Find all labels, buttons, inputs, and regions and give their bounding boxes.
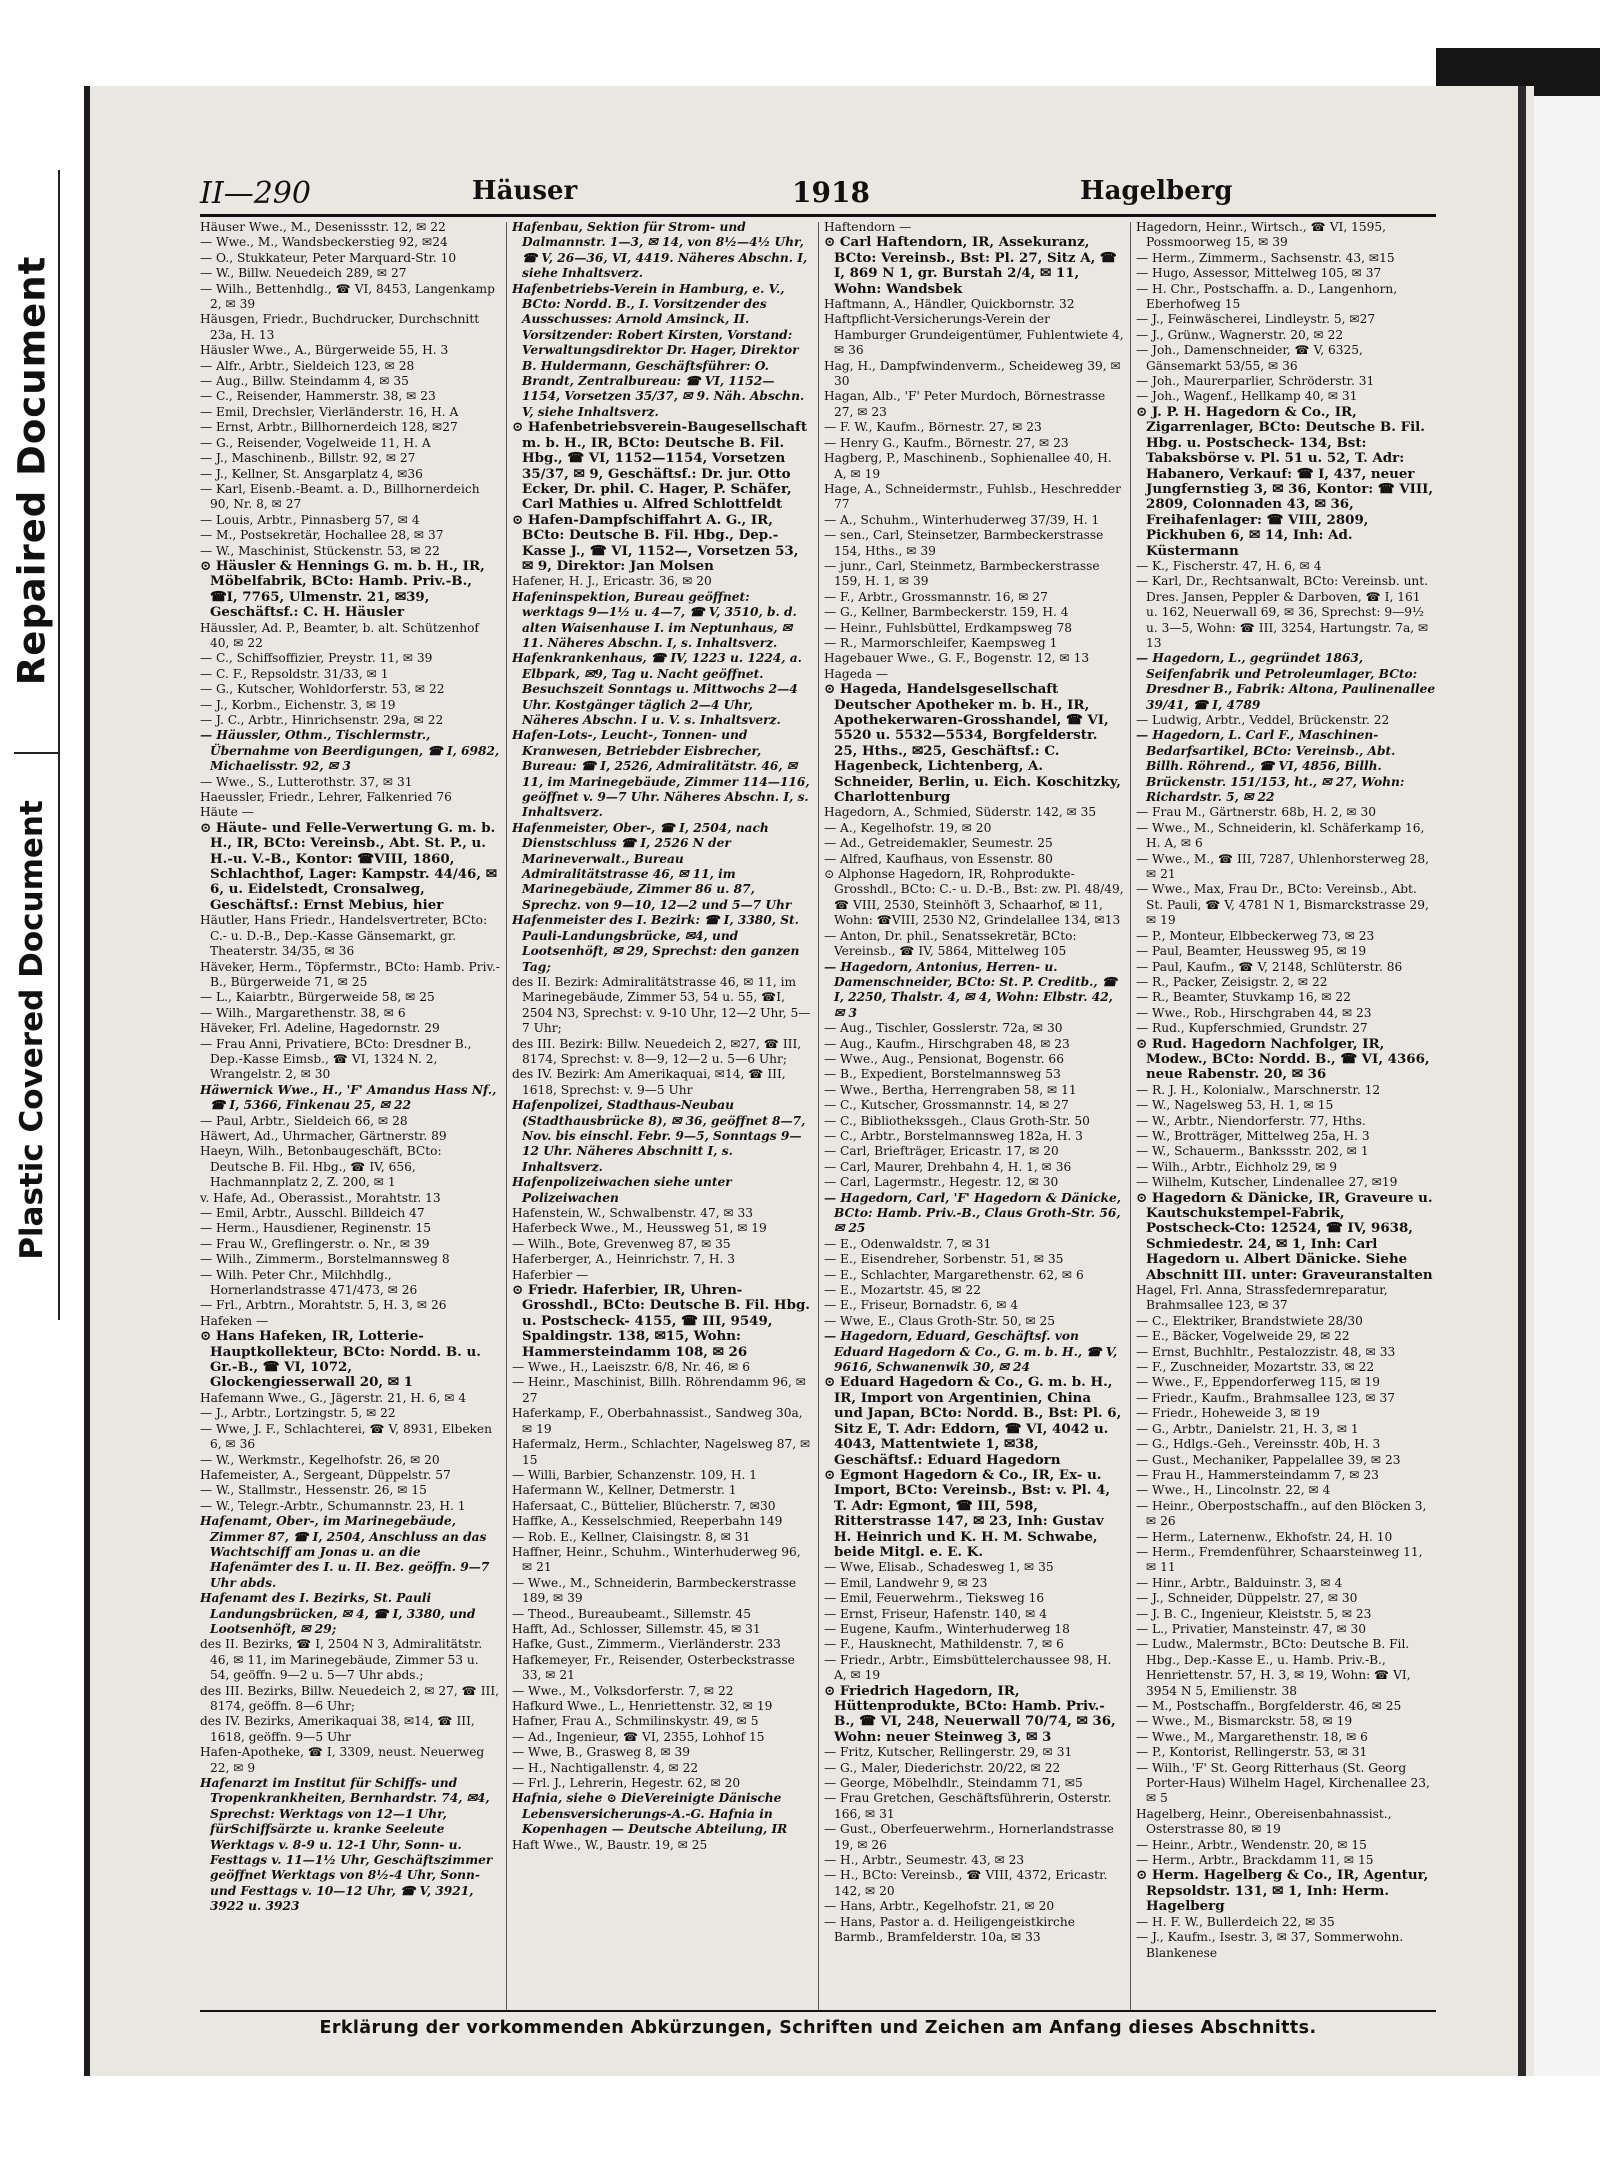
header-year: 1918 <box>792 176 870 209</box>
directory-entry: — Frau Gretchen, Geschäftsführerin, Osterstr. 166, ✉ 31 <box>824 1791 1112 1821</box>
directory-entry: — W., Telegr.-Arbtr., Schumannstr. 23, H. 1 <box>200 1498 466 1513</box>
directory-entry: — G., Kellner, Barmbeckerstr. 159, H. 4 <box>824 605 1069 620</box>
directory-entry: ⊙ Hageda, Handelsgesellschaft Deutscher Apotheker m. b. H., IR, Apothekerwaren-Grosshandel, ☎ VI, 5520 u. 5532—5534, Borgfelderstr. 25, Hths., ✉25, Geschäftsf.: C. Hagenbeck, Lichtenberg, A. Schneider, Berlin, u. Eich. Koschitzky, Charlottenburg <box>824 681 1121 806</box>
directory-entry: — Fritz, Kutscher, Rellingerstr. 29, ✉ 31 <box>824 1745 1073 1760</box>
directory-entry: — R., Beamter, Stuvkamp 16, ✉ 22 <box>1136 990 1351 1005</box>
directory-entry: — C., Kutscher, Grossmannstr. 14, ✉ 27 <box>824 1098 1069 1113</box>
directory-entry: — C., Elektriker, Brandstwiete 28/30 <box>1136 1313 1363 1328</box>
directory-entry: des IV. Bezirks, Amerikaquai 38, ✉14, ☎ III, 1618, geöffn. 9—5 Uhr <box>200 1714 475 1744</box>
directory-entry: — Paul, Kaufm., ☎ V, 2148, Schlüterstr. 86 <box>1136 959 1403 974</box>
footer-rule <box>200 2010 1436 2012</box>
directory-entry: — Wwe, Elisab., Schadesweg 1, ✉ 35 <box>824 1560 1054 1575</box>
directory-entry: — Wwe., Aug., Pensionat, Bogenstr. 66 <box>824 1051 1064 1066</box>
directory-entry: — W., Schauerm., Bankssstr. 202, ✉ 1 <box>1136 1144 1369 1159</box>
directory-entry: ⊙ Friedr. Haferbier, IR, Uhren-Grosshdl., BCto: Deutsche B. Fil. Hbg. u. Postscheck- 4155, ☎ III, 9549, Spaldingstr. 138, ✉15, Wohn: Hammersteindamm 108, ✉ 26 <box>512 1282 810 1360</box>
directory-entry: Häveker, Herm., Töpfermstr., BCto: Hamb. Priv.-B., Bürgerweide 71, ✉ 25 <box>200 959 500 989</box>
directory-entry: — M., Postsekretär, Hochallee 28, ✉ 37 <box>200 528 444 543</box>
directory-entry: — E., Schlachter, Margarethenstr. 62, ✉ 6 <box>824 1267 1084 1282</box>
directory-entry: ⊙ Friedrich Hagedorn, IR, Hüttenprodukte, BCto: Hamb. Priv.-B., ☎ VI, 248, Neuerwall 70/74, ✉ 36, Wohn: neuer Steinweg 3, ✉ 3 <box>824 1682 1116 1745</box>
directory-entry: — F. W., Kaufm., Börnestr. 27, ✉ 23 <box>824 420 1042 435</box>
directory-entry: Hafft, Ad., Schlosser, Sillemstr. 45, ✉ 31 <box>512 1621 761 1636</box>
directory-entry: ⊙ Häusler & Hennings G. m. b. H., IR, Möbelfabrik, BCto: Hamb. Priv.-B., ☎I, 7765, Ulmenstr. 21, ✉39, Geschäftsf.: C. H. Häusler <box>200 557 485 621</box>
directory-entry: — F., Arbtr., Grossmannstr. 16, ✉ 27 <box>824 589 1048 604</box>
directory-entry: — B., Expedient, Borstelmannsweg 53 <box>824 1067 1061 1082</box>
directory-entry: Haferbier — <box>512 1267 589 1282</box>
directory-entry: — A., Kegelhofstr. 19, ✉ 20 <box>824 820 992 835</box>
directory-entry: — Ernst, Buchhltr., Pestalozzistr. 48, ✉ 33 <box>1136 1344 1396 1359</box>
directory-entry: — Hans, Pastor a. d. Heiligengeistkirche Barmb., Bramfelderstr. 10a, ✉ 33 <box>824 1914 1075 1945</box>
directory-entry: ⊙ J. P. H. Hagedorn & Co., IR, Zigarrenlager, BCto: Deutsche B. Fil. Hbg. u. Postscheck- 134, Bst: Tabaksbörse v. Pl. 51 u. 52, T. Adr: Habanero, Verkauf: ☎ I, 437, neuer Jungfernstieg 3, ✉ 36, Kontor: ☎ VIII, 2809, Colonnaden 43, ✉ 36, Freihafenlager: ☎ VIII, 2809, Pickhuben 6, ✉ 14, Inh: Ad. Küstermann <box>1136 403 1434 559</box>
directory-entry: — Heinr., Fuhlsbüttel, Erdkampsweg 78 <box>824 620 1072 635</box>
header-street: Häuser <box>472 176 578 206</box>
directory-entry: — Emil, Drechsler, Vierländerstr. 16, H. A <box>200 404 459 419</box>
directory-entry: — Wwe., H., Lincolnstr. 22, ✉ 4 <box>1136 1483 1331 1498</box>
directory-entry: — Joh., Wagenf., Hellkamp 40, ✉ 31 <box>1136 389 1358 404</box>
column-2 <box>512 220 812 2010</box>
directory-entry: — Herm., Zimmerm., Sachsenstr. 43, ✉15 <box>1136 250 1395 265</box>
directory-entry: — Wwe, B., Grasweg 8, ✉ 39 <box>512 1745 691 1760</box>
directory-entry: — Wwe., M., Bismarckstr. 58, ✉ 19 <box>1136 1714 1353 1729</box>
directory-entry: — junr., Carl, Steinmetz, Barmbeckerstrasse 159, H. 1, ✉ 39 <box>824 558 1100 589</box>
directory-entry: — Wilh., Arbtr., Eichholz 29, ✉ 9 <box>1136 1159 1338 1174</box>
directory-entry: ⊙ Rud. Hagedorn Nachfolger, IR, Modew., BCto: Nordd. B., ☎ VI, 4366, neue Rabenstr. 20, ✉ 36 <box>1136 1035 1430 1083</box>
directory-entry: — Wwe., M., ☎ III, 7287, Uhlenhorsterweg 28, ✉ 21 <box>1136 851 1429 882</box>
directory-entry: — Eugene, Kaufm., Winterhuderweg 18 <box>824 1621 1070 1636</box>
directory-entry: — H., BCto: Vereinsb., ☎ VIII, 4372, Ericastr. 142, ✉ 20 <box>824 1868 1108 1898</box>
directory-entry: — G., Arbtr., Danielstr. 21, H. 3, ✉ 1 <box>1136 1421 1359 1436</box>
directory-entry: — Wwe, E., Claus Groth-Str. 50, ✉ 25 <box>824 1313 1056 1328</box>
directory-entry: — R., Marmorschleifer, Kaempsweg 1 <box>824 635 1058 650</box>
directory-entry: — P., Kontorist, Rellingerstr. 53, ✉ 31 <box>1136 1745 1368 1760</box>
directory-entry: Haeussler, Friedr., Lehrer, Falkenried 76 <box>200 790 452 805</box>
directory-entry: Hafenstein, W., Schwalbenstr. 47, ✉ 33 <box>512 1206 754 1220</box>
directory-entry: — H. F. W., Bullerdeich 22, ✉ 35 <box>1136 1914 1335 1929</box>
directory-entry: ⊙ Hafen-Dampfschiffahrt A. G., IR, BCto: Deutsche B. Fil. Hbg., Dep.-Kasse J., ☎ VI, 1152—, Vorsetzen 53, ✉ 9, Direktor: Jan Molsen <box>512 511 799 574</box>
sidebar-rule <box>58 170 60 1320</box>
directory-entry: — Häussler, Othm., Tischlermstr., Übernahme von Beerdigungen, ☎ I, 6982, Michaelisstr. 92, ✉ 3 <box>200 728 500 774</box>
sidebar <box>0 0 62 2177</box>
directory-entry: — Wilh. Peter Chr., Milchhdlg., Hornerlandstrasse 471/473, ✉ 26 <box>200 1267 418 1298</box>
directory-entry: Hafermalz, Herm., Schlachter, Nagelsweg 87, ✉ 15 <box>512 1437 811 1467</box>
directory-entry: — P., Monteur, Elbbeckerweg 73, ✉ 23 <box>1136 928 1375 943</box>
directory-entry: — E., Odenwaldstr. 7, ✉ 31 <box>824 1236 992 1251</box>
directory-entry: — H., Nachtigallenstr. 4, ✉ 22 <box>512 1760 699 1775</box>
directory-entry: — J. C., Arbtr., Hinrichsenstr. 29a, ✉ 22 <box>200 713 444 727</box>
directory-entry: — H. Chr., Postschaffn. a. D., Langenhorn, Eberhofweg 15 <box>1136 281 1398 312</box>
footer-note: Erklärung der vorkommenden Abkürzungen, Schriften und Zeichen am Anfang dieses Abschnitts. <box>319 2018 1317 2038</box>
directory-entry: — W., Maschinist, Stückenstr. 53, ✉ 22 <box>200 543 440 558</box>
directory-entry: — G., Hdlgs.-Geh., Vereinsstr. 40b, H. 3 <box>1136 1437 1381 1452</box>
directory-entry: Haftmann, A., Händler, Quickbornstr. 32 <box>824 297 1075 312</box>
directory-entry: Hafeken — <box>200 1313 269 1328</box>
directory-entry: Hafemeister, A., Sergeant, Düppelstr. 57 <box>200 1467 451 1482</box>
directory-entry: — Hagedorn, Carl, 'F' Hagedorn & Dänicke, BCto: Hamb. Priv.-B., Claus Groth-Str. 56, ✉ 25 <box>824 1190 1121 1236</box>
directory-entry: — Aug., Kaufm., Hirschgraben 48, ✉ 23 <box>824 1036 1070 1051</box>
directory-entry: — O., Stukkateur, Peter Marquard-Str. 10 <box>200 250 457 265</box>
directory-entry: — Heinr., Maschinist, Billh. Röhrendamm 96, ✉ 27 <box>512 1375 806 1405</box>
directory-entry: des III. Bezirks, Billw. Neuedeich 2, ✉ 27, ☎ III, 8174, geöffn. 8—6 Uhr; <box>200 1683 500 1713</box>
directory-entry: Hafen-Apotheke, ☎ I, 3309, neust. Neuerweg 22, ✉ 9 <box>200 1745 485 1775</box>
directory-entry: — Rob. E., Kellner, Claisingstr. 8, ✉ 31 <box>512 1529 751 1544</box>
directory-entry: Hafenpolizeiwachen siehe unter Polizeiwachen <box>512 1175 732 1205</box>
directory-entry: Hafenarzt im Institut für Schiffs- und Tropenkrankheiten, Bernhardstr. 74, ✉4, Sprechst: Werktags von 12—1 Uhr, fürSchiffsärzte u. kranke Seeleute Werktags v. 8-9 u. 12-1 Uhr, Sonn- u. Festtags v. 11—1½ Uhr, Geschäftszimmer geöffnet Werktags von 8½-4 Uhr, Sonn- und Festtags v. 10—12 Uhr, ☎ V, 3921, 3922 u. 3923 <box>200 1776 493 1914</box>
directory-entry: — Wilh., 'F' St. Georg Ritterhaus (St. Georg Porter-Haus) Wilhelm Hagel, Kirchenallee 23, ✉ 5 <box>1136 1760 1430 1806</box>
directory-entry: — Heinr., Oberpostschaffn., auf den Blöcken 3, ✉ 26 <box>1136 1498 1427 1529</box>
directory-entry: Häusler Wwe., A., Bürgerweide 55, H. 3 <box>200 343 449 358</box>
directory-entry: Hage, A., Schneidermstr., Fuhlsb., Heschredder 77 <box>824 481 1121 512</box>
directory-entry: ⊙ Hafenbetriebsverein-Baugesellschaft m. b. H., IR, BCto: Deutsche B. Fil. Hbg., ☎ VI, 1152—1154, Vorsetzen 35/37, ✉ 9, Geschäftsf.: Dr. jur. Otto Ecker, Dr. phil. C. Hager, P. Schäfer, Carl Mathies u. Alfred Schlottfeldt <box>512 419 808 513</box>
directory-entry: — Wilhelm, Kutscher, Lindenallee 27, ✉19 <box>1136 1175 1398 1190</box>
directory-entry: — G., Maler, Diederichstr. 20/22, ✉ 22 <box>824 1760 1061 1775</box>
directory-entry: — Paul, Arbtr., Sieldeich 66, ✉ 28 <box>200 1113 408 1128</box>
directory-entry: — C., Reisender, Hammerstr. 38, ✉ 23 <box>200 389 436 404</box>
header-rule <box>200 214 1436 217</box>
directory-entry: — Wwe, J. F., Schlachterei, ☎ V, 8931, Elbeken 6, ✉ 36 <box>200 1421 492 1452</box>
directory-entry: Hafenmeister des I. Bezirk: ☎ I, 3380, St. Pauli-Landungsbrücke, ✉4, und Lootsenhöft, ✉ 29, Sprechst: den ganzen Tag; <box>512 913 800 974</box>
directory-entry: — J., Maschinenb., Billstr. 92, ✉ 27 <box>200 451 416 466</box>
directory-entry: — Henry G., Kaufm., Börnestr. 27, ✉ 23 <box>824 435 1069 450</box>
directory-entry: — Frau Anni, Privatiere, BCto: Dresdner B., Dep.-Kasse Eimsb., ☎ VI, 1324 N. 2, Wrangelstr. 2, ✉ 30 <box>200 1036 472 1082</box>
directory-entry: Hageda — <box>824 666 889 681</box>
directory-entry: Hafke, Gust., Zimmerm., Vierländerstr. 233 <box>512 1637 781 1652</box>
directory-entry: — E., Friseur, Bornadstr. 6, ✉ 4 <box>824 1298 1019 1313</box>
directory-entry: Hafenamt, Ober-, im Marinegebäude, Zimmer 87, ☎ I, 2504, Anschluss an das Wachtschiff am Jonas u. an die Hafenämter des I. u. II. Bez. geöffn. 9—7 Uhr abds. <box>200 1514 490 1590</box>
directory-entry: — Wilh., Margarethenstr. 38, ✉ 6 <box>200 1005 406 1020</box>
directory-entry: — Wwe., M., Schneiderin, Barmbeckerstrasse 189, ✉ 39 <box>512 1575 797 1606</box>
directory-entry: — Friedr., Hoheweide 3, ✉ 19 <box>1136 1406 1320 1421</box>
directory-entry: — J. B. C., Ingenieur, Kleiststr. 5, ✉ 23 <box>1136 1606 1372 1621</box>
directory-entry: Haft Wwe., W., Baustr. 19, ✉ 25 <box>512 1837 708 1852</box>
directory-entry: — Alfred, Kaufhaus, von Essenstr. 80 <box>824 851 1053 866</box>
directory-entry: — Wilh., Bettenhdlg., ☎ VI, 8453, Langenkamp 2, ✉ 39 <box>200 281 495 312</box>
directory-entry: — Ludwig, Arbtr., Veddel, Brückenstr. 22 <box>1136 713 1390 727</box>
directory-entry: — Wwe., H., Laeiszstr. 6/8, Nr. 46, ✉ 6 <box>512 1360 750 1375</box>
directory-entry: — Wwe., Rob., Hirschgraben 44, ✉ 23 <box>1136 1005 1372 1020</box>
directory-entry: — Louis, Arbtr., Pinnasberg 57, ✉ 4 <box>200 512 420 527</box>
directory-entry: Hagelberg, Heinr., Obereisenbahnassist., Osterstrasse 80, ✉ 19 <box>1136 1806 1392 1837</box>
directory-entry: — C. F., Repsoldstr. 31/33, ✉ 1 <box>200 666 389 681</box>
directory-entry: — Alfr., Arbtr., Sieldeich 123, ✉ 28 <box>200 358 415 373</box>
directory-entry: ⊙ Eduard Hagedorn & Co., G. m. b. H., IR, Import von Argentinien, China und Japan, BCto: Nordd. B., Bst: Pl. 6, Sitz E, T. Adr: Eddorn, ☎ VI, 4042 u. 4043, Mattentwiete 1, ✉38, Geschäftsf.: Eduard Hagedorn <box>824 1374 1122 1468</box>
sidebar-divider <box>14 752 58 754</box>
directory-entry: — sen., Carl, Steinsetzer, Barmbeckerstrasse 154, Hths., ✉ 39 <box>824 528 1104 558</box>
directory-entry: — Emil, Landwehr 9, ✉ 23 <box>824 1575 988 1590</box>
directory-entry: Hafkemeyer, Fr., Reisender, Osterbeckstrasse 33, ✉ 21 <box>512 1652 795 1683</box>
directory-entry: — Wilh., Zimmerm., Borstelmannsweg 8 <box>200 1252 450 1267</box>
directory-entry: — Wwe., M., Volksdorferstr. 7, ✉ 22 <box>512 1683 734 1698</box>
column-4 <box>1136 220 1436 2010</box>
directory-entry: Häute — <box>200 805 254 820</box>
directory-entry: — Karl, Dr., Rechtsanwalt, BCto: Vereinsb. unt. Dres. Jansen, Peppler & Darboven, ☎ I, 161 u. 162, Neuerwall 69, ✉ 36, Sprechst: 9—9½ u. 3—5, Wohn: ☎ III, 3254, Hartungstr. 7a, ✉ 13 <box>1136 574 1429 650</box>
directory-entry: des II. Bezirks, ☎ I, 2504 N 3, Admiralitätstr. 46, ✉ 11, im Marinegebäude, Zimmer 53 u. 54, geöffn. 9—2 u. 5—7 Uhr abds.; <box>200 1637 483 1683</box>
plastic-covered-label-box <box>4 770 60 1290</box>
directory-entry: Hagedorn, A., Schmied, Süderstr. 142, ✉ 35 <box>824 805 1097 820</box>
directory-entry: — Ad., Getreidemakler, Seumestr. 25 <box>824 836 1053 851</box>
directory-entry: Häwert, Ad., Uhrmacher, Gärtnerstr. 89 <box>200 1128 447 1143</box>
directory-entry: — Frau M., Gärtnerstr. 68b, H. 2, ✉ 30 <box>1136 805 1376 820</box>
directory-entry: — J., Kaufm., Isestr. 3, ✉ 37, Sommerwohn. Blankenese <box>1136 1930 1404 1960</box>
directory-entry: Hagebauer Wwe., G. F., Bogenstr. 12, ✉ 13 <box>824 651 1090 666</box>
directory-entry: — Theod., Bureaubeamt., Sillemstr. 45 <box>512 1606 752 1621</box>
directory-entry: — Wwe., M., Margarethenstr. 18, ✉ 6 <box>1136 1729 1368 1744</box>
directory-entry: — E., Mozartstr. 45, ✉ 22 <box>824 1283 982 1298</box>
directory-entry: Häveker, Frl. Adeline, Hagedornstr. 29 <box>200 1021 440 1036</box>
directory-entry: — Wwe., F., Eppendorferweg 115, ✉ 19 <box>1136 1375 1381 1390</box>
directory-entry: v. Hafe, Ad., Oberassist., Morahtstr. 13 <box>200 1190 441 1205</box>
directory-entry: — Rud., Kupferschmied, Grundstr. 27 <box>1136 1021 1368 1036</box>
directory-entry: — Joh., Maurerparlier, Schröderstr. 31 <box>1136 374 1375 389</box>
directory-entry: — Heinr., Arbtr., Wendenstr. 20, ✉ 15 <box>1136 1837 1367 1852</box>
directory-entry: — Wwe., M., Wandsbeckerstieg 92, ✉24 <box>200 235 448 250</box>
directory-entry: — L., Privatier, Mansteinstr. 47, ✉ 30 <box>1136 1621 1367 1636</box>
directory-entry: — Ernst, Friseur, Hafenstr. 140, ✉ 4 <box>824 1606 1047 1621</box>
directory-entry: Häutler, Hans Friedr., Handelsvertreter, BCto: C.- u. D.-B., Dep.-Kasse Gänsemarkt, gr. Theaterstr. 34/35, ✉ 36 <box>200 913 488 959</box>
directory-entry: — Frl., Arbtrn., Morahtstr. 5, H. 3, ✉ 26 <box>200 1298 447 1313</box>
directory-entry: Hafner, Frau A., Schmilinskystr. 49, ✉ 5 <box>512 1714 759 1729</box>
directory-entry: — C., Arbtr., Borstelmannsweg 182a, H. 3 <box>824 1128 1083 1143</box>
directory-entry: Hafemann Wwe., G., Jägerstr. 21, H. 6, ✉ 4 <box>200 1390 467 1405</box>
directory-entry: — A., Schuhm., Winterhuderweg 37/39, H. 1 <box>824 512 1100 527</box>
directory-entry: — J., Schneider, Düppelstr. 27, ✉ 30 <box>1136 1591 1358 1606</box>
directory-entry: — J., Arbtr., Lortzingstr. 5, ✉ 22 <box>200 1406 396 1421</box>
directory-entry: — H., Arbtr., Seumestr. 43, ✉ 23 <box>824 1853 1025 1868</box>
directory-entry: — C., Bibliothekssgeh., Claus Groth-Str. 50 <box>824 1113 1090 1128</box>
directory-entry: — Frl. J., Lehrerin, Hegestr. 62, ✉ 20 <box>512 1776 741 1791</box>
directory-entry: ⊙ Häute- und Felle-Verwertung G. m. b. H., IR, BCto: Vereinsb., Abt. St. P., u. H.-u. V.-B., Kontor: ☎VIII, 1860, Schlachthof, Lager: Kampstr. 44/46, ✉ 6, u. Eidelstedt, Cronsalweg, Geschäftsf.: Ernst Mebius, hier <box>200 819 497 913</box>
directory-entry: Hafenbau, Sektion für Strom- und Dalmannstr. 1—3, ✉ 14, von 8½—4½ Uhr, ☎ V, 26—36, VI, 4419. Näheres Abschn. I, siehe Inhaltsverz. <box>512 220 808 281</box>
directory-entry: Hafeninspektion, Bureau geöffnet: werktags 9—1½ u. 4—7, ☎ V, 3510, b. d. alten Waisenhause I. im Neptunhaus, ✉ 11. Näheres Abschn. I, s. Inhaltsverz. <box>512 589 797 650</box>
column-rule <box>1130 222 1131 2010</box>
directory-entry: — K., Fischerstr. 47, H. 6, ✉ 4 <box>1136 558 1322 573</box>
directory-entry: — Aug., Billw. Steindamm 4, ✉ 35 <box>200 374 409 389</box>
directory-entry: — Frau W., Greflingerstr. o. Nr., ✉ 39 <box>200 1236 430 1251</box>
directory-entry: — Gust., Oberfeuerwehrm., Hornerlandstrasse 19, ✉ 26 <box>824 1822 1114 1852</box>
directory-entry: — Wwe., S., Lutterothstr. 37, ✉ 31 <box>200 774 413 789</box>
directory-entry: Haferbeck Wwe., M., Heussweg 51, ✉ 19 <box>512 1221 767 1236</box>
directory-entry: — Wwe., M., Schneiderin, kl. Schäferkamp 16, H. A, ✉ 6 <box>1136 820 1425 851</box>
directory-entry: — Wilh., Bote, Grevenweg 87, ✉ 35 <box>512 1236 731 1251</box>
directory-entry: — R., Packer, Zeisigstr. 2, ✉ 22 <box>1136 974 1328 989</box>
column-3 <box>824 220 1124 2010</box>
directory-entry: — Wwe., Max, Frau Dr., BCto: Vereinsb., Abt. St. Pauli, ☎ V, 4781 N 1, Bismarckstrasse 29, ✉ 19 <box>1136 882 1429 928</box>
directory-entry: — C., Schiffsoffizier, Preystr. 11, ✉ 39 <box>200 651 433 666</box>
directory-entry: — W., Nagelsweg 53, H. 1, ✉ 15 <box>1136 1098 1334 1113</box>
directory-entry: — George, Möbelhdlr., Steindamm 71, ✉5 <box>824 1776 1083 1791</box>
directory-entry: Hafermann W., Kellner, Detmerstr. 1 <box>512 1483 737 1498</box>
directory-entry: Hagberg, P., Maschinenb., Sophienallee 40, H. A, ✉ 19 <box>824 451 1112 481</box>
directory-entry: — Friedr., Kaufm., Brahmsallee 123, ✉ 37 <box>1136 1390 1395 1405</box>
directory-entry: — Hagedorn, L., gegründet 1863, Seifenfabrik und Petroleumlager, BCto: Dresdner B., Fabrik: Altona, Paulinenallee 39/41, ☎ I, 4789 <box>1136 651 1436 712</box>
directory-entry: — R. J. H., Kolonialw., Marschnerstr. 12 <box>1136 1082 1381 1097</box>
directory-entry: — Joh., Damenschneider, ☎ V, 6325, Gänsemarkt 53/55, ✉ 36 <box>1136 343 1363 373</box>
directory-entry: — Frau H., Hammersteindamm 7, ✉ 23 <box>1136 1467 1379 1482</box>
directory-entry: — E., Eisendreher, Sorbenstr. 51, ✉ 35 <box>824 1252 1064 1267</box>
directory-entry: — F., Zuschneider, Mozartstr. 33, ✉ 22 <box>1136 1360 1375 1375</box>
directory-entry: Hag, H., Dampfwindenverm., Scheideweg 39, ✉ 30 <box>824 358 1121 389</box>
directory-entry: — Hagedorn, Antonius, Herren- u. Damenschneider, BCto: St. P. Creditb., ☎ I, 2250, Thalstr. 4, ✉ 4, Wohn: Elbstr. 42, ✉ 3 <box>824 959 1118 1020</box>
directory-entry: ⊙ Hans Hafeken, IR, Lotterie-Hauptkollekteur, BCto: Nordd. B. u. Gr.-B., ☎ VI, 1072, Glockengiesserwall 20, ✉ 1 <box>200 1328 481 1391</box>
directory-entry: Haferberger, A., Heinrichstr. 7, H. 3 <box>512 1252 735 1267</box>
plastic-covered-label: Plastic Covered Document <box>14 800 51 1260</box>
header-range: Hagelberg <box>1080 176 1233 206</box>
directory-entry: — Emil, Feuerwehrm., Tieksweg 16 <box>824 1591 1045 1606</box>
directory-entry: — Willi, Barbier, Schanzenstr. 109, H. 1 <box>512 1467 758 1482</box>
directory-entry: — Aug., Tischler, Gosslerstr. 72a, ✉ 30 <box>824 1021 1063 1036</box>
directory-entry: — Paul, Beamter, Heussweg 95, ✉ 19 <box>1136 944 1367 959</box>
directory-entry: Häuser Wwe., M., Desenissstr. 12, ✉ 22 <box>200 220 446 234</box>
directory-entry: — Carl, Lagermstr., Hegestr. 12, ✉ 30 <box>824 1175 1059 1190</box>
directory-entry: — Hinr., Arbtr., Balduinstr. 3, ✉ 4 <box>1136 1575 1343 1590</box>
directory-entry: ⊙ Alphonse Hagedorn, IR, Rohprodukte-Grosshdl., BCto: C.- u. D.-B., Bst: zw. Pl. 48/49, ☎ VIII, 2530, Steinhöft 3, Schaarhof, ✉ 11, Wohn: ☎VIII, 2530 N2, Grindelallee 134, ✉13 <box>824 867 1124 928</box>
directory-entry: — J., Feinwäscherei, Lindleystr. 5, ✉27 <box>1136 312 1376 327</box>
directory-entry: — J., Kellner, St. Ansgarplatz 4, ✉36 <box>200 466 423 481</box>
directory-entry: Hafenmeister, Ober-, ☎ I, 2504, nach Dienstschluss ☎ I, 2526 N der Marineverwalt., Bureau Admiralitätstrasse 46, ✉ 11, im Marinegebäude, Zimmer 86 u. 87, Sprechz. von 9—10, 12—2 und 5—7 Uhr <box>512 820 792 912</box>
directory-entry: — Hans, Arbtr., Kegelhofstr. 21, ✉ 20 <box>824 1899 1055 1914</box>
directory-entry: Hafenamt des I. Bezirks, St. Pauli Landungsbrücken, ✉ 4, ☎ I, 3380, und Lootsenhöft, ✉ 29; <box>200 1591 476 1636</box>
column-rule <box>818 222 819 2010</box>
directory-entry: ⊙ Herm. Hagelberg & Co., IR, Agentur, Repsoldstr. 131, ✉ 1, Inh: Herm. Hagelberg <box>1136 1867 1429 1915</box>
directory-entry: — J., Korbm., Eichenstr. 3, ✉ 19 <box>200 697 396 712</box>
directory-entry: — Herm., Arbtr., Brackdamm 11, ✉ 15 <box>1136 1853 1374 1868</box>
directory-entry: — L., Kaiarbtr., Bürgerweide 58, ✉ 25 <box>200 990 435 1005</box>
directory-entry: — W., Werkmstr., Kegelhofstr. 26, ✉ 20 <box>200 1452 440 1467</box>
directory-entry: — W., Stallmstr., Hessenstr. 26, ✉ 15 <box>200 1483 427 1498</box>
directory-entry: — Ernst, Arbtr., Billhornerdeich 128, ✉27 <box>200 420 458 435</box>
page-header <box>200 176 1400 216</box>
directory-entry: — E., Bäcker, Vogelweide 29, ✉ 22 <box>1136 1329 1350 1344</box>
directory-entry: — Wwe., Bertha, Herrengraben 58, ✉ 11 <box>824 1082 1077 1097</box>
directory-entry: ⊙ Egmont Hagedorn & Co., IR, Ex- u. Import, BCto: Vereinsb., Bst: v. Pl. 4, T. Adr: Egmont, ☎ III, 598, Ritterstrasse 147, ✉ 23, Inh: Gustav H. Heinrich und K. H. M. Schwabe, beide Mitgl. e. E. K. <box>824 1466 1111 1560</box>
repaired-document-label-box <box>4 190 60 750</box>
directory-entry: des IV. Bezirk: Am Amerikaquai, ✉14, ☎ III, 1618, Sprechst: v. 9—5 Uhr <box>512 1067 786 1097</box>
directory-entry: — Anton, Dr. phil., Senatssekretär, BCto: Vereinsb., ☎ IV, 5864, Mittelweg 105 <box>824 928 1077 959</box>
directory-entry: ⊙ Hagedorn & Dänicke, IR, Graveure u. Kautschukstempel-Fabrik, Postscheck-Cto: 12524, ☎ IV, 9638, Schmiedestr. 24, ✉ 1, Inh: Carl Hagedorn u. Albert Dänicke. Siehe Abschnitt III. unter: Graveuranstalten <box>1136 1189 1433 1283</box>
column-rule <box>506 222 507 2010</box>
directory-entry: — Herm., Hausdiener, Reginenstr. 15 <box>200 1221 432 1236</box>
page-number: II—290 <box>200 176 311 211</box>
directory-entry: — Ad., Ingenieur, ☎ VI, 2355, Lohhof 15 <box>512 1729 765 1744</box>
directory-entry: — W., Arbtr., Niendorferstr. 77, Hths. <box>1136 1113 1366 1128</box>
directory-entry: Hafener, H. J., Ericastr. 36, ✉ 20 <box>512 574 712 589</box>
directory-entry: — F., Hausknecht, Mathildenstr. 7, ✉ 6 <box>824 1637 1064 1652</box>
directory-entry: Hafnia, siehe ⊙ DieVereinigte Dänische Lebensversicherungs-A.-G. Hafnia in Kopenhagen — Deutsche Abteilung, IR <box>512 1791 788 1837</box>
directory-entry: — G., Reisender, Vogelweide 11, H. A <box>200 435 431 450</box>
next-page-strip <box>1528 96 1600 2076</box>
directory-entry: — Hagedorn, L. Carl F., Maschinen-Bedarfsartikel, BCto: Vereinsb., Abt. Billh. Röhrend., ☎ VI, 4856, Billh. Brückenstr. 151/153, ht., ✉ 27, Wohn: Richardstr. 5, ✉ 22 <box>1136 728 1405 805</box>
directory-entry: Hagedorn, Heinr., Wirtsch., ☎ VI, 1595, Possmoorweg 15, ✉ 39 <box>1136 220 1386 250</box>
directory-entry: — Ludw., Malermstr., BCto: Deutsche B. Fil. Hbg., Dep.-Kasse E., u. Hamb. Priv.-B., Henriettenstr. 57, H. 3, ✉ 19, Wohn: ☎ VI, 3954 N 5, Emilienstr. 38 <box>1136 1637 1411 1698</box>
directory-entry: Haeyn, Wilh., Betonbaugeschäft, BCto: Deutsche B. Fil. Hbg., ☎ IV, 656, Hachmannplatz 2, Z. 200, ✉ 1 <box>200 1144 442 1190</box>
directory-entry: — Herm., Laternenw., Ekhofstr. 24, H. 10 <box>1136 1529 1393 1544</box>
directory-entry: — G., Kutscher, Wohldorferstr. 53, ✉ 22 <box>200 682 445 697</box>
column-1 <box>200 220 500 2010</box>
directory-entry: Haffner, Heinr., Schuhm., Winterhuderweg 96, ✉ 21 <box>512 1544 801 1575</box>
directory-entry: Häusgen, Friedr., Buchdrucker, Durchschnitt 23a, H. 13 <box>200 312 480 342</box>
directory-entry: Hafenbetriebs-Verein in Hamburg, e. V., BCto: Nordd. B., I. Vorsitzender des Ausschusses: Arnold Amsinck, II. Vorsitzender: Robert Kirsten, Vorstand: Verwaltungsdirektor Dr. Hager, Direktor B. Huldermann, Geschäftsführer: O. Brandt, Zentralbureau: ☎ VI, 1152—1154, Vorsetzen 35/37, ✉ 9. Näh. Abschn. V, siehe Inhaltsverz. <box>512 281 805 419</box>
directory-entry: Häwernick Wwe., H., 'F' Amandus Hass Nf., ☎ I, 5366, Finkenau 25, ✉ 22 <box>200 1082 497 1113</box>
repaired-document-label: Repaired Document <box>10 255 54 685</box>
directory-entry: — J., Grünw., Wagnerstr. 20, ✉ 22 <box>1136 327 1344 342</box>
directory-entry: Hagan, Alb., 'F' Peter Murdoch, Börnestrasse 27, ✉ 23 <box>824 389 1106 419</box>
directory-entry: Haftendorn — <box>824 220 912 234</box>
directory-entry: — Hagedorn, Eduard, Geschäftsf. von Eduard Hagedorn & Co., G. m. b. H., ☎ V, 9616, Schwanenwik 30, ✉ 24 <box>824 1329 1118 1375</box>
directory-entry: des III. Bezirk: Billw. Neuedeich 2, ✉27, ☎ III, 8174, Sprechst: v. 8—9, 12—2 u. 5—6 Uhr; <box>512 1036 802 1066</box>
directory-entry: Häussler, Ad. P., Beamter, b. alt. Schützenhof 40, ✉ 22 <box>200 620 479 650</box>
directory-entry: — Emil, Arbtr., Ausschl. Billdeich 47 <box>200 1206 425 1220</box>
directory-entry: Hafersaat, C., Büttelier, Blücherstr. 7, ✉30 <box>512 1498 776 1513</box>
directory-entry: — Gust., Mechaniker, Pappelallee 39, ✉ 23 <box>1136 1452 1401 1467</box>
directory-entry: Haffke, A., Kesselschmied, Reeperbahn 149 <box>512 1514 783 1529</box>
directory-entry: — Carl, Briefträger, Ericastr. 17, ✉ 20 <box>824 1144 1059 1159</box>
directory-entry: Hafen-Lots-, Leucht-, Tonnen- und Kranwesen, Betriebder Eisbrecher, Bureau: ☎ I, 2526, Admiralitätstr. 46, ✉ 11, im Marinegebäude, Zimmer 114—116, geöffnet v. 9—7 Uhr. Näheres Abschn. I, s. Inhaltsverz. <box>512 728 810 820</box>
directory-entry: Hagel, Frl. Anna, Strassfedernreparatur, Brahmsallee 123, ✉ 37 <box>1136 1283 1388 1313</box>
directory-entry: des II. Bezirk: Admiralitätstrasse 46, ✉ 11, im Marinegebäude, Zimmer 53, 54 u. 55, ☎I, 2504 N3, Sprechst: v. 9-10 Uhr, 12—2 Uhr, 5—7 Uhr; <box>512 974 811 1036</box>
page-edge <box>1518 86 1526 2076</box>
directory-entry: — Friedr., Arbtr., Eimsbüttelerchaussee 98, H. A, ✉ 19 <box>824 1652 1112 1683</box>
directory-entry: — W., Brotträger, Mittelweg 25a, H. 3 <box>1136 1128 1370 1143</box>
directory-entry: — W., Billw. Neuedeich 289, ✉ 27 <box>200 266 407 281</box>
directory-entry: — M., Postschaffn., Borgfelderstr. 46, ✉ 25 <box>1136 1699 1402 1713</box>
directory-entry: Haferkamp, F., Oberbahnassist., Sandweg 30a, ✉ 19 <box>512 1406 803 1436</box>
directory-entry: Hafkurd Wwe., L., Henriettenstr. 32, ✉ 19 <box>512 1699 773 1713</box>
directory-entry: ⊙ Carl Haftendorn, IR, Assekuranz, BCto: Vereinsb., Bst: Pl. 27, Sitz A, ☎ I, 869 N 1, gr. Burstah 2/4, ✉ 11, Wohn: Wandsbek <box>824 234 1117 297</box>
directory-entry: — Hugo, Assessor, Mittelweg 105, ✉ 37 <box>1136 266 1382 281</box>
directory-entry: — Carl, Maurer, Drehbahn 4, H. 1, ✉ 36 <box>824 1159 1072 1174</box>
directory-entry: Haftpflicht-Versicherungs-Verein der Hamburger Grundeigentümer, Fuhlentwiete 4, ✉ 36 <box>824 312 1124 358</box>
directory-entry: — Herm., Fremdenführer, Schaarsteinweg 11, ✉ 11 <box>1136 1544 1423 1575</box>
directory-entry: Hafenpolizei, Stadthaus-Neubau (Stadthausbrücke 8), ✉ 36, geöffnet 8—7, Nov. bis einschl. Febr. 9—5, Sonntags 9—12 Uhr. Näheres Abschnitt I, s. Inhaltsverz. <box>512 1098 806 1174</box>
directory-entry: — Karl, Eisenb.-Beamt. a. D., Billhornerdeich 90, Nr. 8, ✉ 27 <box>200 481 480 512</box>
directory-entry: Hafenkrankenhaus, ☎ IV, 1223 u. 1224, a. Elbpark, ✉9, Tag u. Nacht geöffnet. Besuchszeit Sonntags u. Mittwochs 2—4 Uhr. Kostgänger täglich 2—4 Uhr, Näheres Abschn. I u. V. s. Inhaltsverz. <box>512 651 802 727</box>
